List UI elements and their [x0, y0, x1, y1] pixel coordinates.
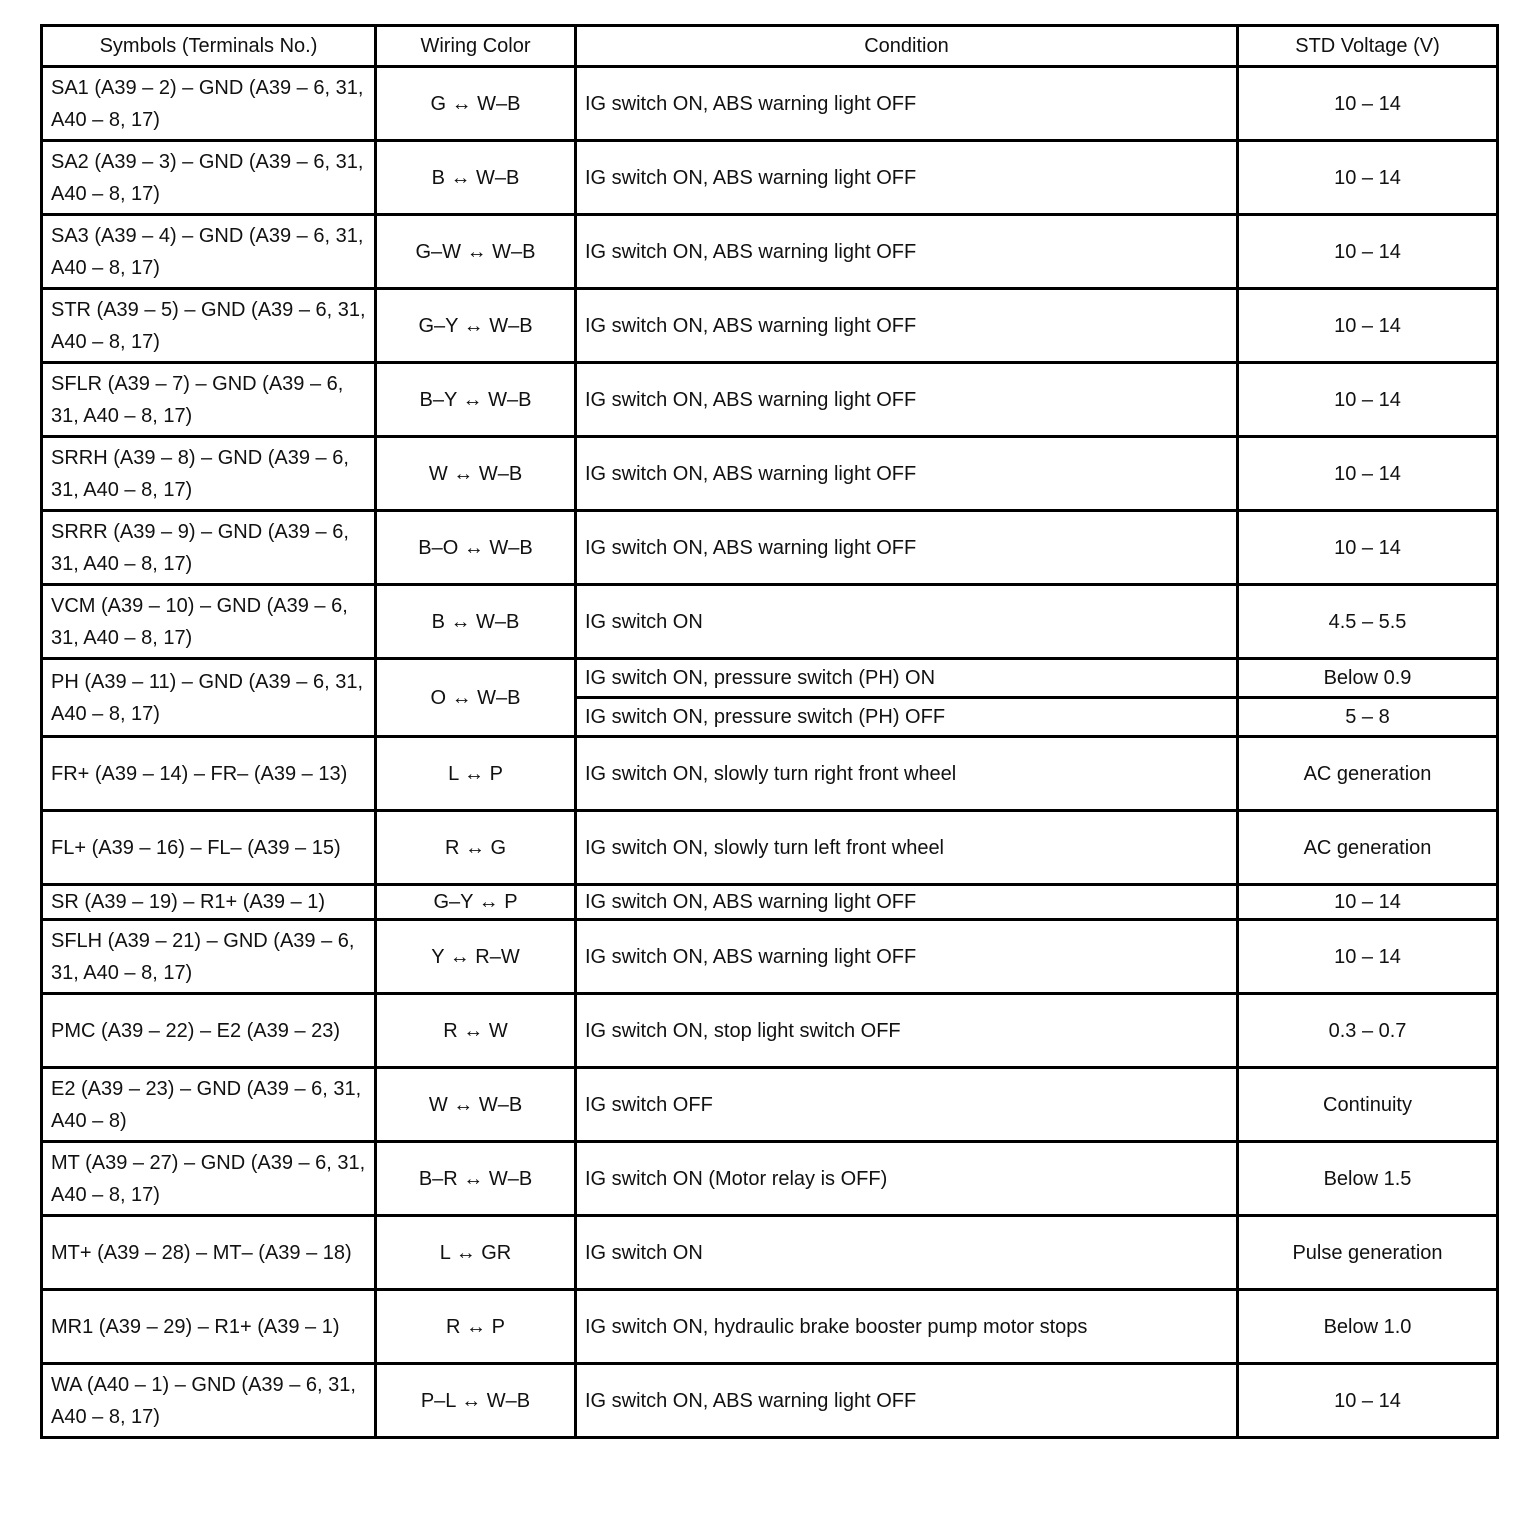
voltage-cell: 10 – 14 — [1238, 1364, 1498, 1438]
symbol-cell: FR+ (A39 – 14) – FR– (A39 – 13) — [42, 737, 376, 811]
voltage-cell: 10 – 14 — [1238, 141, 1498, 215]
table-row — [42, 1142, 1498, 1216]
symbol-cell: SRRH (A39 – 8) – GND (A39 – 6, 31, A40 – 8, 17) — [42, 437, 376, 511]
symbol-cell: SRRR (A39 – 9) – GND (A39 – 6, 31, A40 – 8, 17) — [42, 511, 376, 585]
header-row — [42, 26, 1498, 67]
symbol-cell: MT+ (A39 – 28) – MT– (A39 – 18) — [42, 1216, 376, 1290]
condition-cell: IG switch ON (Motor relay is OFF) — [576, 1142, 1238, 1216]
voltage-cell: 10 – 14 — [1238, 289, 1498, 363]
table-row — [42, 1068, 1498, 1142]
wiring-cell: Y ↔ R–W — [376, 920, 576, 994]
condition-cell: IG switch ON, pressure switch (PH) ON — [576, 659, 1238, 698]
wiring-cell: G–W ↔ W–B — [376, 215, 576, 289]
wiring-cell: W ↔ W–B — [376, 1068, 576, 1142]
table-row — [42, 994, 1498, 1068]
condition-cell: IG switch ON, hydraulic brake booster pump motor stops — [576, 1290, 1238, 1364]
symbol-cell: MT (A39 – 27) – GND (A39 – 6, 31, A40 – 8, 17) — [42, 1142, 376, 1216]
symbol-cell: VCM (A39 – 10) – GND (A39 – 6, 31, A40 – 8, 17) — [42, 585, 376, 659]
table-row — [42, 659, 1498, 698]
wiring-cell: G ↔ W–B — [376, 67, 576, 141]
voltage-cell: 10 – 14 — [1238, 215, 1498, 289]
table-row — [42, 1364, 1498, 1438]
condition-cell: IG switch ON, ABS warning light OFF — [576, 215, 1238, 289]
symbol-cell: SR (A39 – 19) – R1+ (A39 – 1) — [42, 885, 376, 920]
wiring-cell: L ↔ P — [376, 737, 576, 811]
condition-cell: IG switch ON, ABS warning light OFF — [576, 885, 1238, 920]
condition-cell: IG switch ON — [576, 585, 1238, 659]
symbol-cell: FL+ (A39 – 16) – FL– (A39 – 15) — [42, 811, 376, 885]
wiring-cell: W ↔ W–B — [376, 437, 576, 511]
condition-cell: IG switch ON, ABS warning light OFF — [576, 1364, 1238, 1438]
symbol-cell: MR1 (A39 – 29) – R1+ (A39 – 1) — [42, 1290, 376, 1364]
wiring-cell: B ↔ W–B — [376, 141, 576, 215]
voltage-cell: Continuity — [1238, 1068, 1498, 1142]
symbol-cell: PMC (A39 – 22) – E2 (A39 – 23) — [42, 994, 376, 1068]
voltage-cell: 10 – 14 — [1238, 67, 1498, 141]
condition-cell: IG switch ON, ABS warning light OFF — [576, 289, 1238, 363]
symbol-cell: STR (A39 – 5) – GND (A39 – 6, 31, A40 – 8, 17) — [42, 289, 376, 363]
condition-cell: IG switch ON, slowly turn left front wheel — [576, 811, 1238, 885]
wiring-cell: G–Y ↔ W–B — [376, 289, 576, 363]
table-row — [42, 363, 1498, 437]
wiring-cell: R ↔ W — [376, 994, 576, 1068]
header-symbols: Symbols (Terminals No.) — [42, 26, 376, 67]
condition-cell: IG switch ON — [576, 1216, 1238, 1290]
voltage-cell: AC generation — [1238, 737, 1498, 811]
condition-cell: IG switch ON, ABS warning light OFF — [576, 437, 1238, 511]
wiring-cell: R ↔ P — [376, 1290, 576, 1364]
condition-cell: IG switch OFF — [576, 1068, 1238, 1142]
symbol-cell: SA2 (A39 – 3) – GND (A39 – 6, 31, A40 – 8, 17) — [42, 141, 376, 215]
symbol-cell: E2 (A39 – 23) – GND (A39 – 6, 31, A40 – 8) — [42, 1068, 376, 1142]
symbol-cell: SA3 (A39 – 4) – GND (A39 – 6, 31, A40 – 8, 17) — [42, 215, 376, 289]
header-wiring-color: Wiring Color — [376, 26, 576, 67]
voltage-cell: 10 – 14 — [1238, 885, 1498, 920]
table-row — [42, 920, 1498, 994]
voltage-cell: 5 – 8 — [1238, 698, 1498, 737]
table-row — [42, 811, 1498, 885]
table-row — [42, 885, 1498, 920]
wiring-cell: B ↔ W–B — [376, 585, 576, 659]
terminal-voltage-table-container — [40, 24, 1496, 1439]
wiring-cell: L ↔ GR — [376, 1216, 576, 1290]
voltage-cell: Pulse generation — [1238, 1216, 1498, 1290]
table-row — [42, 585, 1498, 659]
table-row — [42, 1290, 1498, 1364]
condition-cell: IG switch ON, ABS warning light OFF — [576, 141, 1238, 215]
table-row — [42, 437, 1498, 511]
voltage-cell: 10 – 14 — [1238, 437, 1498, 511]
symbol-cell: WA (A40 – 1) – GND (A39 – 6, 31, A40 – 8, 17) — [42, 1364, 376, 1438]
table-row — [42, 215, 1498, 289]
symbol-cell: PH (A39 – 11) – GND (A39 – 6, 31, A40 – 8, 17) — [42, 659, 376, 737]
voltage-cell: Below 0.9 — [1238, 659, 1498, 698]
table-row — [42, 737, 1498, 811]
condition-cell: IG switch ON, pressure switch (PH) OFF — [576, 698, 1238, 737]
table-row — [42, 511, 1498, 585]
header-std-voltage: STD Voltage (V) — [1238, 26, 1498, 67]
condition-cell: IG switch ON, slowly turn right front wheel — [576, 737, 1238, 811]
voltage-cell: 10 – 14 — [1238, 363, 1498, 437]
wiring-cell: B–O ↔ W–B — [376, 511, 576, 585]
condition-cell: IG switch ON, stop light switch OFF — [576, 994, 1238, 1068]
voltage-cell: 4.5 – 5.5 — [1238, 585, 1498, 659]
symbol-cell: SA1 (A39 – 2) – GND (A39 – 6, 31, A40 – 8, 17) — [42, 67, 376, 141]
table-row — [42, 1216, 1498, 1290]
wiring-cell: G–Y ↔ P — [376, 885, 576, 920]
voltage-cell: Below 1.0 — [1238, 1290, 1498, 1364]
wiring-cell: B–Y ↔ W–B — [376, 363, 576, 437]
table-row — [42, 289, 1498, 363]
voltage-cell: 10 – 14 — [1238, 920, 1498, 994]
condition-cell: IG switch ON, ABS warning light OFF — [576, 363, 1238, 437]
voltage-cell: Below 1.5 — [1238, 1142, 1498, 1216]
wiring-cell: O ↔ W–B — [376, 659, 576, 737]
voltage-cell: 10 – 14 — [1238, 511, 1498, 585]
condition-cell: IG switch ON, ABS warning light OFF — [576, 511, 1238, 585]
header-condition: Condition — [576, 26, 1238, 67]
condition-cell: IG switch ON, ABS warning light OFF — [576, 67, 1238, 141]
symbol-cell: SFLH (A39 – 21) – GND (A39 – 6, 31, A40 – 8, 17) — [42, 920, 376, 994]
condition-cell: IG switch ON, ABS warning light OFF — [576, 920, 1238, 994]
terminal-voltage-table — [40, 24, 1499, 1439]
table-row — [42, 141, 1498, 215]
wiring-cell: R ↔ G — [376, 811, 576, 885]
wiring-cell: P–L ↔ W–B — [376, 1364, 576, 1438]
table-row — [42, 67, 1498, 141]
wiring-cell: B–R ↔ W–B — [376, 1142, 576, 1216]
voltage-cell: AC generation — [1238, 811, 1498, 885]
symbol-cell: SFLR (A39 – 7) – GND (A39 – 6, 31, A40 – 8, 17) — [42, 363, 376, 437]
voltage-cell: 0.3 – 0.7 — [1238, 994, 1498, 1068]
